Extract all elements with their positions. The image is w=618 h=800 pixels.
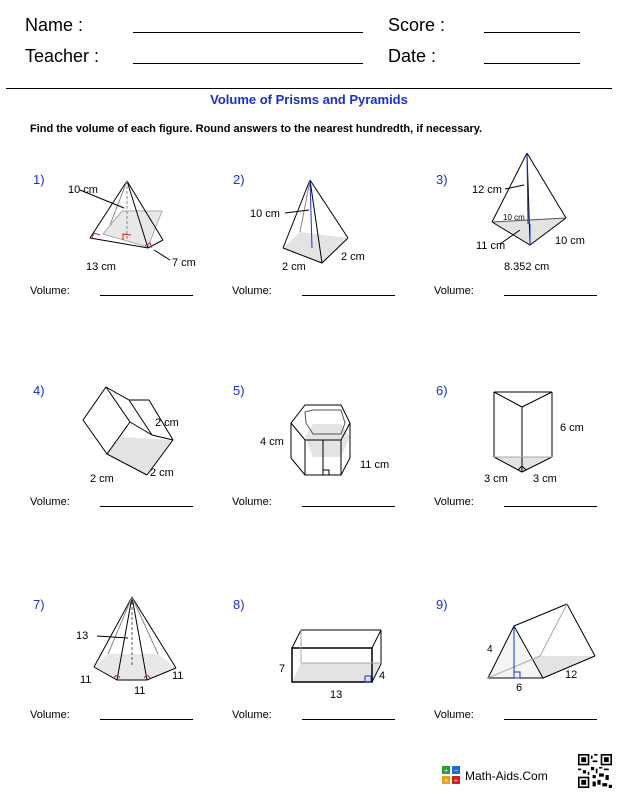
footer-site[interactable]: Math-Aids.Com bbox=[465, 769, 548, 783]
label: 3 cm bbox=[533, 473, 557, 485]
label: 4 bbox=[487, 644, 493, 655]
problem-number: 5) bbox=[233, 383, 245, 398]
label: 8.352 cm bbox=[504, 261, 550, 273]
svg-text:−: − bbox=[454, 768, 459, 775]
label: 13 bbox=[330, 689, 343, 701]
svg-text:×: × bbox=[444, 778, 449, 784]
label: 4 bbox=[379, 670, 386, 682]
problem-number: 1) bbox=[33, 172, 45, 187]
problem-number: 3) bbox=[436, 172, 448, 187]
problem-number: 7) bbox=[33, 597, 45, 612]
volume-label: Volume: bbox=[232, 709, 272, 721]
label: 10 cm bbox=[250, 208, 280, 220]
label: 10 cm bbox=[68, 184, 98, 196]
problem-number: 6) bbox=[436, 383, 448, 398]
qr-code-icon bbox=[578, 753, 612, 789]
label: 2 cm bbox=[282, 261, 306, 273]
volume-label: Volume: bbox=[30, 709, 70, 721]
date-label: Date : bbox=[388, 46, 437, 66]
label: 10 cm bbox=[503, 213, 525, 222]
label: 11 bbox=[134, 685, 146, 697]
worksheet-title: Volume of Prisms and Pyramids bbox=[210, 92, 408, 107]
volume-label: Volume: bbox=[232, 285, 272, 297]
volume-label: Volume: bbox=[30, 285, 70, 297]
label: 13 bbox=[76, 630, 89, 642]
label: 2 cm bbox=[341, 251, 365, 263]
problem-number: 2) bbox=[233, 172, 245, 187]
instructions: Find the volume of each figure. Round answers to the nearest hundredth, if necessary. bbox=[30, 123, 483, 135]
problem-number: 8) bbox=[233, 597, 245, 612]
name-label: Name : bbox=[25, 15, 84, 35]
label: 11 bbox=[80, 674, 92, 686]
svg-text:÷: ÷ bbox=[454, 778, 458, 784]
label: 11 cm bbox=[360, 459, 390, 471]
label: 4 cm bbox=[260, 436, 284, 448]
label: 3 cm bbox=[484, 473, 508, 485]
volume-label: Volume: bbox=[434, 709, 474, 721]
label: 6 bbox=[516, 682, 523, 694]
volume-label: Volume: bbox=[434, 496, 474, 508]
label: 2 cm bbox=[150, 467, 174, 479]
label: 2 cm bbox=[155, 417, 179, 429]
label: 12 bbox=[565, 669, 578, 681]
label: 10 cm bbox=[555, 235, 585, 247]
volume-label: Volume: bbox=[232, 496, 272, 508]
label: 12 cm bbox=[472, 184, 502, 196]
math-aids-logo-icon bbox=[442, 766, 460, 784]
label: 13 cm bbox=[86, 261, 116, 273]
score-label: Score : bbox=[388, 15, 446, 35]
teacher-label: Teacher : bbox=[25, 46, 100, 66]
volume-label: Volume: bbox=[30, 496, 70, 508]
volume-label: Volume: bbox=[434, 285, 474, 297]
problem-number: 9) bbox=[436, 597, 448, 612]
svg-text:+: + bbox=[444, 768, 449, 775]
problem-number: 4) bbox=[33, 383, 45, 398]
label: 11 bbox=[172, 670, 184, 682]
label: 6 cm bbox=[560, 422, 584, 434]
label: 2 cm bbox=[90, 473, 114, 485]
label: 7 cm bbox=[172, 257, 196, 269]
label: 7 bbox=[279, 663, 286, 675]
label: 11 cm bbox=[476, 240, 506, 252]
